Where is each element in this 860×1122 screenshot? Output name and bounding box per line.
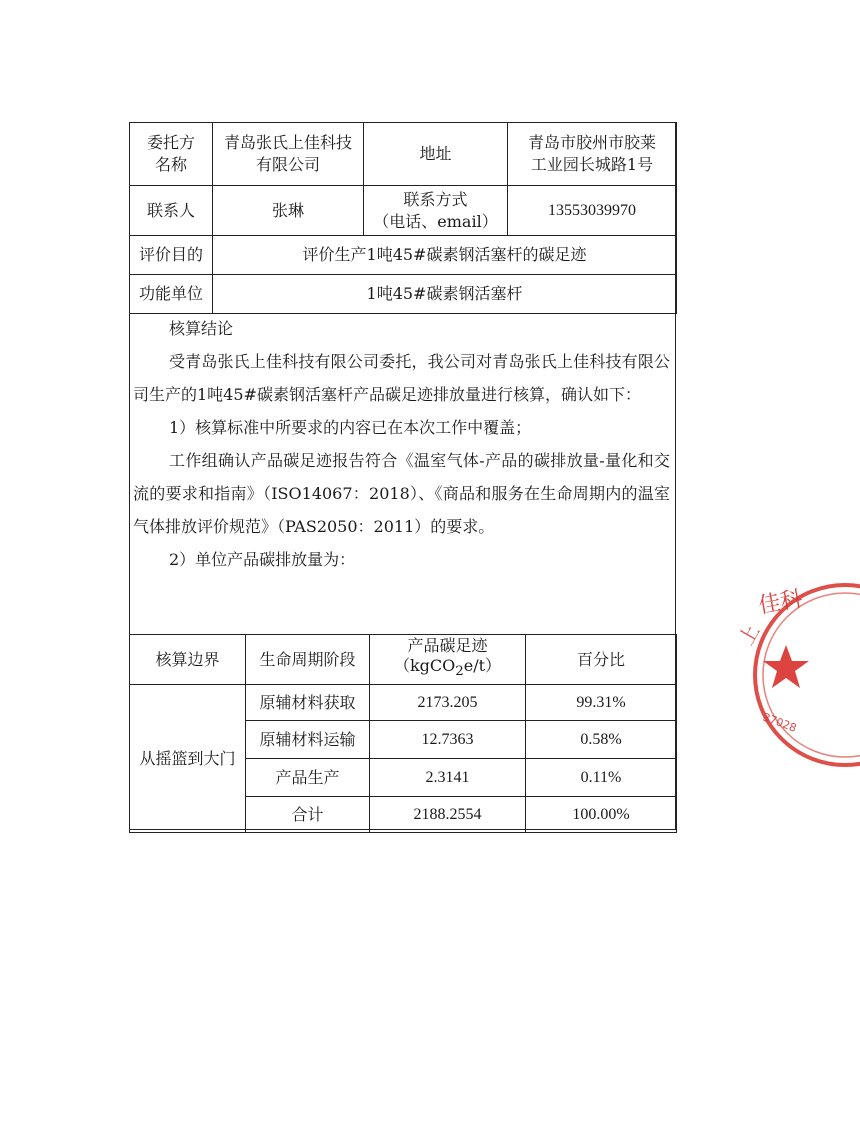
row-percent: 0.58% xyxy=(526,721,677,759)
info-row-client xyxy=(130,123,677,186)
row-percent: 0.11% xyxy=(526,759,677,797)
row-stage: 原辅材料获取 xyxy=(246,685,370,721)
total-label: 合计 xyxy=(246,797,370,833)
contact-method-label-line2: （电话、email） xyxy=(373,211,498,231)
info-row-unit xyxy=(130,275,677,314)
row-percent: 99.31% xyxy=(526,685,677,721)
header-footprint-line1: 产品碳足迹 xyxy=(407,636,488,656)
conclusion-paragraph-1: 受青岛张氏上佳科技有限公司委托，我公司对青岛张氏上佳科技有限公司生产的1吨45#碳素钢活塞杆产品碳足迹排放量进行核算，确认如下： xyxy=(133,352,670,404)
seal-graphic xyxy=(733,575,860,825)
header-boundary: 核算边界 xyxy=(130,635,246,685)
row-value: 2.3141 xyxy=(370,759,526,797)
header-footprint-line2 xyxy=(374,656,521,682)
header-percent: 百分比 xyxy=(526,635,677,685)
conclusion-heading: 核算结论 xyxy=(169,319,234,338)
contact-label-cell: 联系人 xyxy=(130,186,213,236)
info-row-contact xyxy=(130,186,677,236)
purpose-label-cell: 评价目的 xyxy=(130,236,213,275)
client-value-line1: 青岛张氏上佳科技 xyxy=(223,133,352,152)
header-footprint xyxy=(370,635,526,685)
client-label-line1: 委托方 xyxy=(146,133,195,152)
info-table xyxy=(129,122,677,314)
address-label-cell: 地址 xyxy=(364,123,508,186)
contact-method-label-line1: 联系方式 xyxy=(403,189,468,209)
contact-value-cell: 张琳 xyxy=(213,186,364,236)
seal-text-top: 佳科 xyxy=(756,586,805,619)
results-header-row xyxy=(130,635,677,685)
address-value-cell xyxy=(508,123,677,186)
seal-star-icon xyxy=(763,645,809,688)
contact-method-label-cell xyxy=(364,186,508,236)
table-row xyxy=(130,685,677,721)
conclusion-item-1: 1）核算标准中所要求的内容已在本次工作中覆盖； xyxy=(169,418,532,437)
unit-value-cell: 1吨45#碳素钢活塞杆 xyxy=(213,275,677,314)
total-value: 2188.2554 xyxy=(370,797,526,833)
header-footprint-unit-post: e/t） xyxy=(463,656,502,676)
header-footprint-unit-sub: 2 xyxy=(455,664,464,680)
seal-text-bottom: 37028 xyxy=(760,710,799,735)
unit-label-cell: 功能单位 xyxy=(130,275,213,314)
company-seal xyxy=(733,575,860,825)
client-value-line2: 有限公司 xyxy=(255,155,320,174)
row-value: 12.7363 xyxy=(370,721,526,759)
header-stage: 生命周期阶段 xyxy=(246,635,370,685)
seal-text-left: 上 xyxy=(733,620,765,650)
row-stage: 原辅材料运输 xyxy=(246,721,370,759)
conclusion-paragraph-2: 工作组确认产品碳足迹报告符合《温室气体-产品的碳排放量-量化和交流的要求和指南》（ISO14067：2018）、《商品和服务在生命周期内的温室气体排放评价规范》（PAS2050：2011）的要求。 xyxy=(133,451,670,536)
info-row-purpose xyxy=(130,236,677,275)
purpose-value-cell: 评价生产1吨45#碳素钢活塞杆的碳足迹 xyxy=(213,236,677,275)
conclusion-section xyxy=(129,312,676,576)
total-percent: 100.00% xyxy=(526,797,677,833)
results-table xyxy=(129,634,677,833)
address-value-line2: 工业园长城路1号 xyxy=(530,155,654,174)
header-footprint-unit-pre: （kgCO xyxy=(393,656,456,676)
client-label-line2: 名称 xyxy=(154,155,187,174)
conclusion-item-2: 2）单位产品碳排放量为： xyxy=(169,550,356,569)
boundary-value-cell: 从摇篮到大门 xyxy=(130,685,246,833)
row-stage: 产品生产 xyxy=(246,759,370,797)
row-value: 2173.205 xyxy=(370,685,526,721)
client-value-cell xyxy=(213,123,364,186)
client-label-cell xyxy=(130,123,213,186)
contact-method-value-cell: 13553039970 xyxy=(508,186,677,236)
address-value-line1: 青岛市胶州市胶莱 xyxy=(527,133,656,152)
